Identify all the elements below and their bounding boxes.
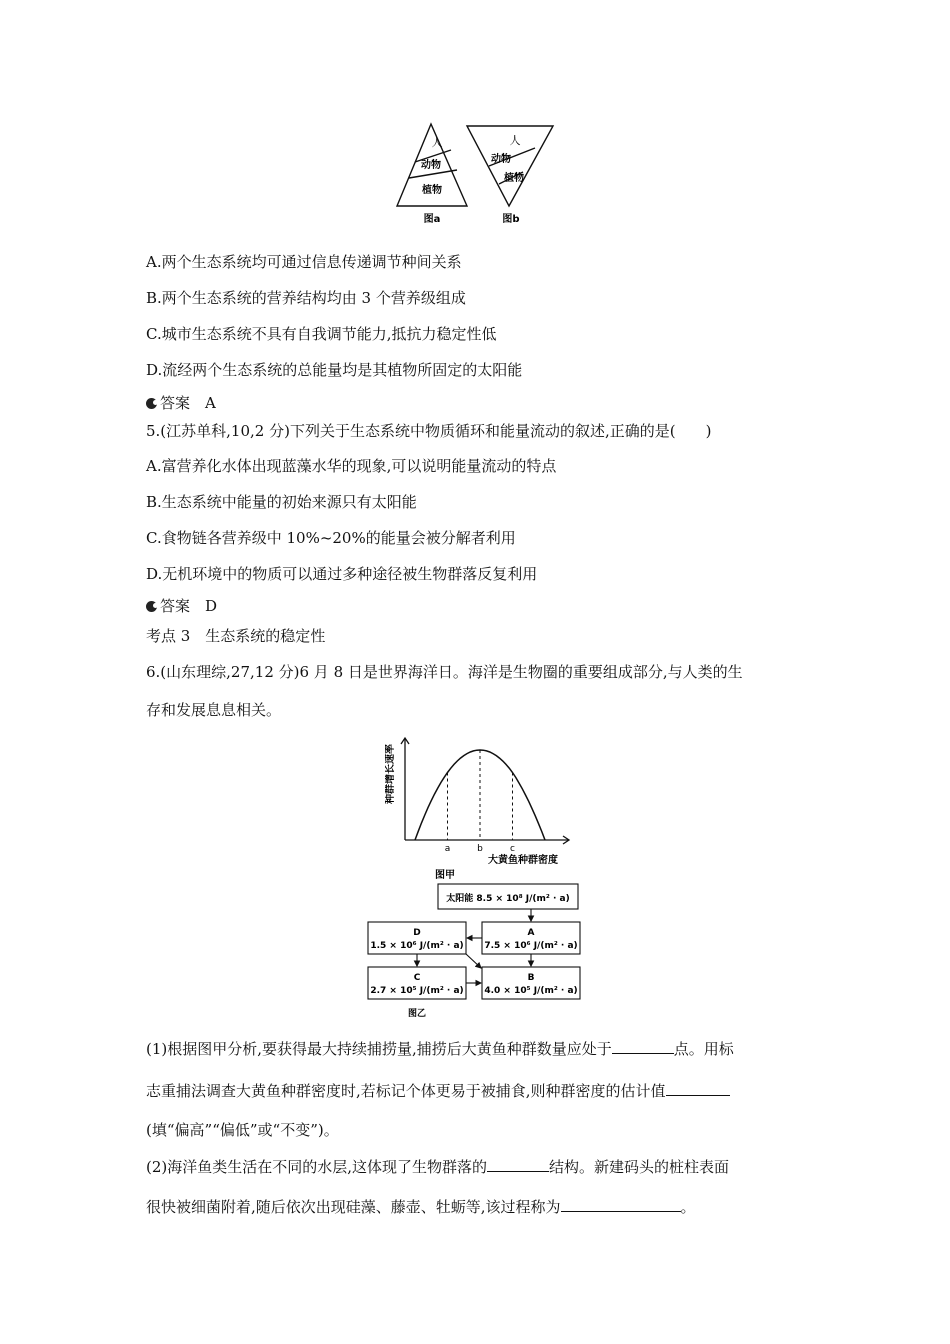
q6-part1-text-b: 点。用标 — [673, 1040, 734, 1058]
box-c-value: 2.7 × 10⁵ J/(m² · a) — [370, 986, 464, 996]
x-tick-c: c — [510, 844, 515, 854]
pyramid-a-label-1: 人 — [431, 136, 443, 149]
q6-part2-text-c: 很快被细菌附着,随后依次出现硅藻、藤壶、牡蛎等,该过程称为 — [146, 1198, 561, 1216]
box-a-value: 7.5 × 10⁶ J/(m² · a) — [484, 941, 578, 951]
q6-stem-line2: 存和发展息息相关。 — [146, 701, 282, 719]
q4-option-d: D.流经两个生态系统的总能量均是其植物所固定的太阳能 — [146, 361, 523, 379]
q5-answer — [146, 596, 217, 616]
sun-energy: 太阳能 8.5 × 10⁸ J/(m² · a) — [446, 894, 570, 904]
answer-blank-1[interactable] — [612, 1038, 674, 1054]
q6-part2-text-a: (2)海洋鱼类生活在不同的水层,这体现了生物群落的 — [146, 1158, 488, 1176]
q6-part1-text-a: (1)根据图甲分析,要获得最大持续捕捞量,捕捞后大黄鱼种群数量应处于 — [146, 1040, 612, 1058]
pyramid-b-label-1: 人 — [509, 134, 521, 147]
q4-answer-text: 答案 A — [160, 394, 216, 412]
q5-option-a: A.富营养化水体出现蓝藻水华的现象,可以说明能量流动的特点 — [146, 457, 557, 475]
box-a-name: A — [527, 928, 535, 938]
q5-option-c: C.食物链各营养级中 10%~20%的能量会被分解者利用 — [146, 529, 516, 547]
box-d-name: D — [413, 928, 421, 938]
q5-option-b: B.生态系统中能量的初始来源只有太阳能 — [146, 493, 417, 511]
chart-jia — [385, 732, 575, 880]
x-tick-b: b — [477, 844, 483, 854]
box-b-value: 4.0 × 10⁵ J/(m² · a) — [484, 986, 578, 996]
answer-blank-4[interactable] — [561, 1196, 681, 1212]
pyramid-a-label-3: 植物 — [422, 185, 442, 196]
q5-option-d: D.无机环境中的物质可以通过多种途径被生物群落反复利用 — [146, 565, 538, 583]
answer-blank-2[interactable] — [666, 1080, 730, 1096]
pyramid-b-label-3: 植物 — [504, 173, 524, 184]
q6-stem-line1: 6.(山东理综,27,12 分)6 月 8 日是世界海洋日。海洋是生物圈的重要组成部分,与人类的生 — [146, 663, 743, 681]
section-title: 考点 3 生态系统的稳定性 — [146, 627, 326, 645]
chart-jia-caption: 图甲 — [435, 870, 455, 880]
q6-part1-line1 — [146, 1038, 734, 1059]
q4-option-c: C.城市生态系统不具有自我调节能力,抵抗力稳定性低 — [146, 325, 497, 343]
box-d-value: 1.5 × 10⁶ J/(m² · a) — [370, 941, 464, 951]
answer-icon — [146, 601, 157, 612]
q5-answer-text: 答案 D — [160, 597, 218, 615]
q4-option-a: A.两个生态系统均可通过信息传递调节种间关系 — [146, 253, 462, 271]
q5-stem: 5.(江苏单科,10,2 分)下列关于生态系统中物质循环和能量流动的叙述,正确的是( ) — [146, 422, 712, 440]
q6-part2-line2 — [146, 1196, 696, 1217]
q6-part1-text-c: 志重捕法调查大黄鱼种群密度时,若标记个体更易于被捕食,则种群密度的估计值 — [146, 1082, 666, 1100]
pyramid-a-caption: 图a — [423, 214, 441, 225]
q4-answer — [146, 393, 216, 413]
q4-option-b: B.两个生态系统的营养结构均由 3 个营养级组成 — [146, 289, 466, 307]
box-c-name: C — [413, 973, 421, 983]
q6-part1-line3: (填“偏高”“偏低”或“不变”)。 — [146, 1121, 339, 1139]
q6-part2-text-d: 。 — [680, 1198, 696, 1216]
y-axis-label: 种群增长速率 — [385, 744, 396, 804]
q6-part1-line2 — [146, 1080, 730, 1101]
answer-blank-3[interactable] — [487, 1156, 549, 1172]
chart-yi-caption: 图乙 — [407, 1009, 427, 1019]
x-axis-label: 大黄鱼种群密度 — [488, 855, 558, 866]
x-tick-a: a — [444, 844, 451, 854]
pyramid-b-label-2: 动物 — [491, 154, 511, 165]
energy-flow-figure — [366, 880, 586, 1020]
answer-icon — [146, 398, 157, 409]
box-b-name: B — [527, 973, 535, 983]
q6-part2-text-b: 结构。新建码头的桩柱表面 — [549, 1158, 730, 1176]
pyramid-figure — [395, 120, 560, 230]
pyramid-b-caption: 图b — [502, 214, 520, 225]
q6-part2-line1 — [146, 1156, 729, 1177]
pyramid-a-label-2: 动物 — [421, 160, 441, 171]
